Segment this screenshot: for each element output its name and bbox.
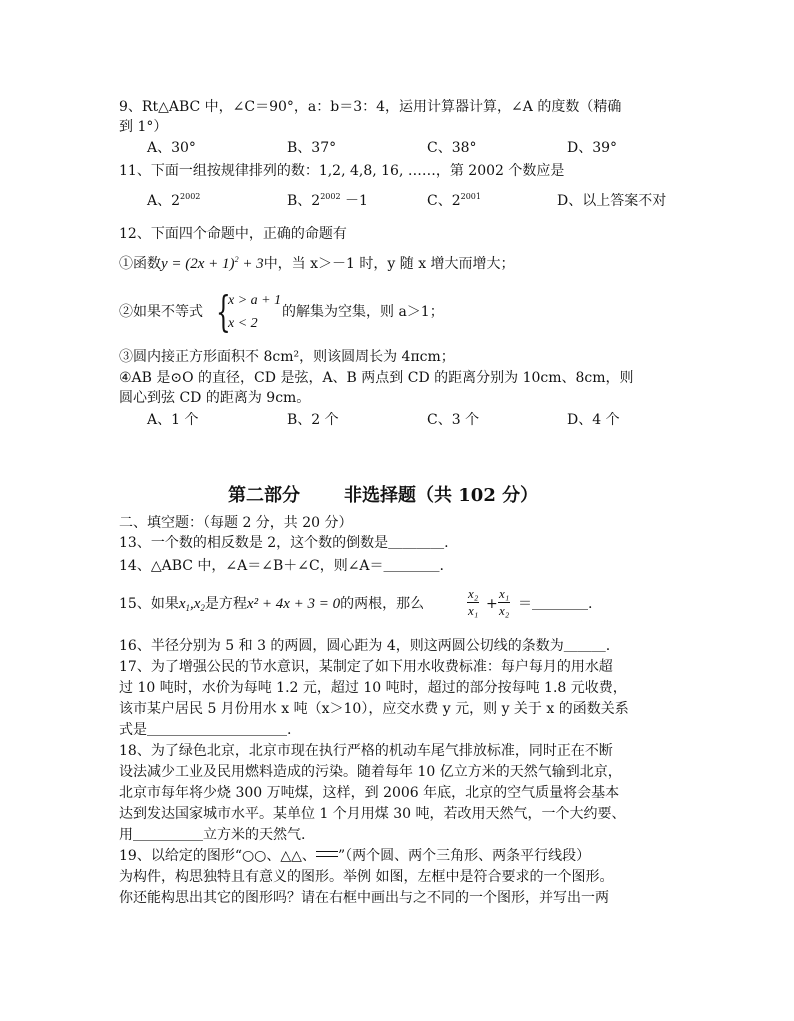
q12-p2-brace: { xyxy=(216,287,231,336)
q12-option-a: A、1 个 xyxy=(147,412,199,428)
q12-stem: 12、下面四个命题中，正确的命题有 xyxy=(119,226,347,242)
q15-suffix: ＝＿＿＿＿. xyxy=(518,596,593,612)
q16: 16、半径分别为 5 和 3 的两圆，圆心距为 4，则这两圆公切线的条数为＿＿＿. xyxy=(119,638,611,654)
q14: 14、△ABC 中，∠A＝∠B＋∠C，则∠A＝＿＿＿＿. xyxy=(119,558,444,574)
q12-p1-formula-exponent: 2 xyxy=(234,255,239,264)
q9-line2: 到 1°） xyxy=(119,119,168,135)
q17-line3: 该市某户居民 5 月份用水 x 吨（x＞10），应交水费 y 元，则 y 关于 x 的函数关系 xyxy=(119,701,629,717)
q17-line2: 过 10 吨时，水价为每吨 1.2 元，超过 10 吨时，超过的部分按每吨 1.8 元收费， xyxy=(119,680,627,696)
q15-equation: x² + 4x + 3 = 0 xyxy=(246,596,341,612)
q9-line1: 9、Rt△ABC 中，∠C＝90°，a：b＝3：4，运用计算器计算，∠A 的度数（精确 xyxy=(119,99,622,115)
q11-stem: 11、下面一组按规律排列的数：1,2, 4,8, 16, ……，第 2002 个数应是 xyxy=(119,163,565,179)
q15-root-x2: x xyxy=(193,596,201,612)
q18-line2: 设法减少工业及民用燃料造成的污染。随着每年 10 亿立方米的天然气输到北京， xyxy=(119,764,622,780)
q11-option-b-exponent: 2002 xyxy=(320,192,341,201)
q11-option-b-base: B、2 xyxy=(287,193,321,209)
q12-p2-suffix: 的解集为空集，则 a＞1； xyxy=(282,304,444,320)
q12-p2-inequality-1: x > a + 1 xyxy=(228,293,282,308)
part2-title-b: 非选择题（共 102 分） xyxy=(344,485,539,506)
q12-option-b: B、2 个 xyxy=(287,412,339,428)
q18-line3: 北京市每年将少烧 300 万吨煤，这样，到 2006 年底，北京的空气质量将会基本 xyxy=(119,785,620,801)
q11-option-c-exponent: 2001 xyxy=(460,192,481,201)
q15-fraction-2-denominator: x₂ xyxy=(499,603,510,618)
q11-option-c xyxy=(427,191,481,211)
q12-p1-formula xyxy=(161,256,264,272)
q9-option-c: C、38° xyxy=(427,140,477,156)
q12-proposition-4-line2: 圆心到弦 CD 的距离为 9cm。 xyxy=(119,390,311,406)
q19-line3: 你还能构思出其它的图形吗？请在右框中画出与之不同的一个图形，并写出一两 xyxy=(119,890,609,906)
q11-option-a-exponent: 2002 xyxy=(180,192,201,201)
part2-title-a: 第二部分 xyxy=(228,485,300,506)
q15-fraction-2-numerator: x₁ xyxy=(499,586,510,601)
q12-p1-suffix: 中，当 x＞－1 时，y 随 x 增大而增大； xyxy=(263,256,515,272)
q12-p2-prefix: ②如果不等式 xyxy=(119,304,203,320)
q11-option-c-base: C、2 xyxy=(427,193,461,209)
q11-option-b-tail: －1 xyxy=(340,193,368,209)
q11-option-d: D、以上答案不对 xyxy=(557,193,667,209)
q19-line1-prefix: 19、以给定的图形“○○、△△、 xyxy=(119,848,316,864)
q15-root-x1: x xyxy=(178,596,186,612)
q15-plus: + xyxy=(486,596,498,612)
q17-line4: 式是＿＿＿＿＿＿＿＿＿＿. xyxy=(119,722,292,738)
q15-middle2: 的两根，那么 xyxy=(340,596,425,612)
q13: 13、一个数的相反数是 2，这个数的倒数是＿＿＿＿. xyxy=(119,535,449,551)
parallel-lines-icon xyxy=(316,851,338,857)
q12-p1-prefix: ①函数 xyxy=(119,256,161,272)
q19-line2: 为构件，构思独特且有意义的图形。举例 如图，左框中是符合要求的一个图形。 xyxy=(119,869,614,885)
q15-middle: 是方程 xyxy=(204,596,247,612)
q15-roots: $x_1,x_2$ xyxy=(178,596,205,613)
q18-line5: 用＿＿＿＿＿立方米的天然气. xyxy=(119,827,306,843)
q19-line1 xyxy=(119,846,590,866)
q15-fraction-1-numerator: x₂ xyxy=(468,586,479,601)
q12-option-c: C、3 个 xyxy=(427,412,480,428)
q17-line1: 17、为了增强公民的节水意识，某制定了如下用水收费标准：每户每月的用水超 xyxy=(119,659,613,675)
q11-option-b xyxy=(287,191,368,211)
q12-proposition-4-line1: ④AB 是⊙O 的直径，CD 是弦，A、B 两点到 CD 的距离分别为 10cm、8cm，则 xyxy=(119,370,634,386)
q12-p1-formula-main: y = (2x + 1) xyxy=(161,256,235,272)
q9-option-d: D、39° xyxy=(567,140,618,156)
fill-section-header: 二、填空题：（每题 2 分，共 20 分） xyxy=(119,515,353,531)
q12-p2-inequality-2: x < 2 xyxy=(228,316,258,331)
q12-p1-formula-tail: + 3 xyxy=(238,256,264,272)
q15-prefix xyxy=(119,594,424,614)
q11-option-a xyxy=(147,191,200,211)
q9-option-b: B、37° xyxy=(287,140,337,156)
part2-heading xyxy=(228,481,538,507)
q12-proposition-1 xyxy=(119,254,515,274)
q15-fraction-1 xyxy=(467,586,479,619)
q11-option-a-base: A、2 xyxy=(147,193,181,209)
q18-line4: 达到发达国家城市水平。某单位 1 个月用煤 30 吨，若改用天然气，一个大约要、 xyxy=(119,806,626,822)
q12-option-d: D、4 个 xyxy=(567,412,620,428)
q15-label: 15、如果 xyxy=(119,596,179,612)
q15-fraction-1-denominator: x₁ xyxy=(468,603,479,618)
q19-line1-suffix: ”（两个圆、两个三角形、两条平行线段） xyxy=(337,848,591,864)
q15-fraction-2 xyxy=(498,586,510,619)
q12-proposition-3: ③圆内接正方形面积不 8cm²，则该圆周长为 4πcm； xyxy=(119,349,455,365)
q18-line1: 18、为了绿色北京，北京市现在执行严格的机动车尾气排放标准，同时正在不断 xyxy=(119,743,613,759)
q9-option-a: A、30° xyxy=(147,140,196,156)
